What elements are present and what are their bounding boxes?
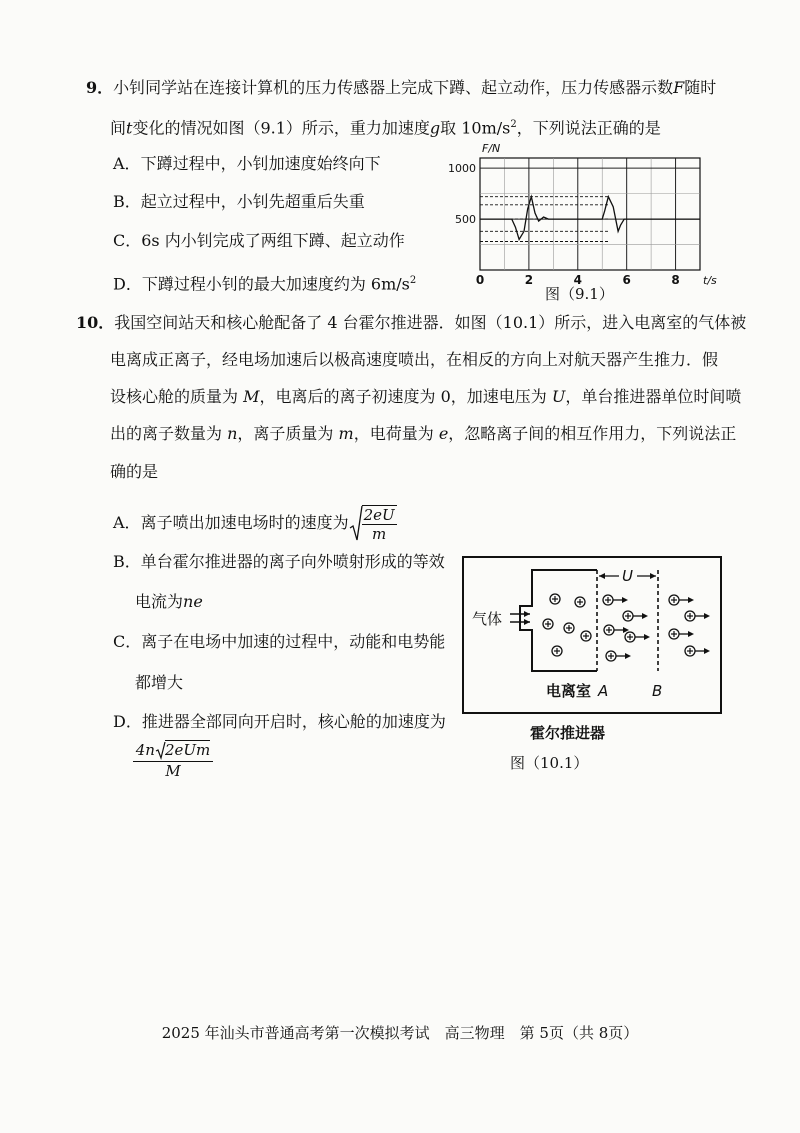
q10-option-d — [113, 711, 446, 733]
q10-line2: 电离成正离子，经电场加速后以极高速度喷出，在相反的方向上对航天器产生推力．假 — [110, 350, 719, 369]
chart-xtick-4: 4 — [573, 273, 582, 287]
q10-var-U: U — [551, 387, 566, 406]
q9-var-g: g — [429, 118, 441, 138]
q10-option-d-numerator — [133, 741, 213, 762]
q10-option-d-formula — [133, 741, 213, 780]
u-label: U — [622, 567, 633, 585]
q10-option-b-var: ne — [183, 592, 203, 611]
q10-option-c-text1: 离子在电场中加速的过程中，动能和电势能 — [141, 632, 446, 651]
ion-chamber-0 — [550, 594, 560, 604]
q10-l4b: ，离子质量为 — [237, 424, 334, 443]
q9-number: 9． — [86, 78, 114, 97]
q10-option-b-text2: 电流为 — [135, 592, 184, 611]
chamber-label: 电离室 — [546, 682, 592, 700]
q10-option-a-num: 2eU — [363, 505, 395, 524]
q10-option-b-key: B． — [113, 552, 141, 571]
ion-chamber-2 — [543, 619, 553, 629]
chart-ylabel: F/N — [482, 142, 501, 155]
chart-series-line-0 — [480, 197, 700, 240]
q10-l3a: 设核心舱的质量为 — [110, 387, 239, 406]
q9-option-b — [113, 191, 365, 213]
q10-l3c: ，单台推进器单位时间喷 — [565, 387, 742, 406]
q10-option-b — [113, 551, 445, 573]
q10-option-a-key: A． — [113, 513, 141, 532]
ion-exhaust-2 — [669, 629, 694, 639]
gas-arrowhead-2 — [524, 619, 530, 625]
q9-option-a-key: A． — [113, 154, 141, 173]
ion-accel-3 — [625, 632, 650, 642]
q9-option-b-text: 起立过程中，小钊先超重后失重 — [140, 192, 365, 211]
q9-s2c: 取 10m/s — [440, 118, 511, 138]
chart-ytick-1000: 1000 — [448, 162, 476, 176]
gas-label: 气体 — [472, 610, 503, 628]
ion-exhaust-0 — [669, 595, 694, 605]
q9-var-t: t — [126, 118, 133, 138]
q10-option-a-text: 离子喷出加速电场时的速度为 — [140, 513, 349, 532]
q10-l3b: ，电离后的离子初速度为 0，加速电压为 — [259, 387, 547, 406]
q10-line4 — [110, 423, 736, 445]
q9-sup: 2 — [510, 119, 517, 130]
q10-var-e: e — [438, 424, 449, 443]
ion-accel-4 — [606, 651, 631, 661]
ion-chamber-4 — [581, 631, 591, 641]
q10-option-d-num-rad: 2eUm — [164, 741, 211, 759]
figure-10-1-caption: 图（10.1） — [510, 754, 589, 772]
q10-option-c — [113, 631, 445, 653]
q9-option-c-key: C． — [113, 231, 142, 250]
ion-accel-0 — [603, 595, 628, 605]
thruster-frame — [463, 557, 721, 713]
u-arrow-left — [599, 573, 605, 579]
ion-exhaust-1 — [685, 611, 710, 621]
q9-option-c-text: 6s 内小钊完成了两组下蹲、起立动作 — [141, 231, 405, 250]
ion-chamber-5 — [552, 646, 562, 656]
ion-accel-1 — [623, 611, 648, 621]
q10-var-m: m — [338, 424, 354, 443]
figure-9-1-chart — [440, 140, 717, 287]
ion-group — [543, 594, 710, 661]
chart-xtick-8: 8 — [671, 273, 680, 287]
q9-option-a — [113, 153, 381, 175]
u-arrow-right — [650, 573, 656, 579]
q10-number: 10． — [76, 313, 115, 332]
chart-xtick-6: 6 — [622, 273, 631, 287]
ion-chamber-3 — [564, 623, 574, 633]
q9-s2a: 间 — [110, 118, 127, 138]
q9-option-d-sup: 2 — [409, 275, 417, 286]
gas-arrowhead-1 — [524, 611, 530, 617]
q10-option-b-text1: 单台霍尔推进器的离子向外喷射形成的等效 — [140, 552, 445, 571]
q9-stem-line1 — [86, 77, 716, 99]
q9-option-d-key: D． — [113, 274, 142, 294]
q9-option-a-text: 下蹲过程中，小钊加速度始终向下 — [140, 154, 381, 173]
chart-xtick-2: 2 — [524, 273, 534, 287]
q9-option-d — [113, 270, 416, 295]
q9-var-F: F — [673, 78, 685, 97]
q9-s2b: 变化的情况如图（9.1）所示，重力加速度 — [132, 118, 430, 138]
q10-option-d-text: 推进器全部同向开启时，核心舱的加速度为 — [141, 712, 446, 731]
q10-option-c-text2: 都增大 — [135, 673, 184, 692]
q10-option-b-cont — [135, 591, 203, 613]
figure-9-1-caption: 图（9.1） — [545, 285, 614, 303]
q10-l4c: ，电荷量为 — [353, 424, 434, 443]
q9-option-c — [113, 230, 405, 252]
page-footer: 2025 年汕头市普通高考第一次模拟考试 高三物理 第 5页（共 8页） — [161, 1024, 639, 1042]
figure-10-1-title: 霍尔推进器 — [530, 724, 606, 742]
q10-var-M: M — [243, 387, 260, 406]
q10-option-d-den: M — [165, 762, 181, 780]
q10-l4a: 出的离子数量为 — [110, 424, 223, 443]
chart-xlabel: t/s — [703, 274, 717, 287]
q10-line5: 确的是 — [110, 462, 159, 481]
label-b: B — [652, 682, 663, 700]
q10-option-a-formula — [349, 503, 397, 544]
q9-option-b-key: B． — [113, 192, 141, 211]
q9-stem-line2 — [110, 114, 661, 139]
q10-option-a — [113, 503, 397, 547]
q10-option-d-num-pre: 4n — [135, 741, 155, 759]
q10-option-a-den: m — [362, 524, 397, 543]
q10-line3 — [110, 386, 741, 408]
q9-option-d-text: 下蹲过程小钊的最大加速度约为 6m/s — [141, 274, 410, 294]
q10-line1-text: 我国空间站天和核心舱配备了 4 台霍尔推进器．如图（10.1）所示，进入电离室的气体被 — [114, 313, 747, 332]
q9-stem-text: 小钊同学站在连接计算机的压力传感器上完成下蹲、起立动作，压力传感器示数 — [113, 78, 674, 97]
q10-var-n: n — [227, 424, 238, 443]
chart-ytick-500: 500 — [455, 213, 476, 227]
q10-option-d-key: D． — [113, 712, 142, 731]
q10-line1 — [76, 312, 746, 334]
sqrt-sign-icon — [349, 504, 363, 544]
chart-xtick-0: 0 — [475, 273, 485, 287]
chart-frame — [480, 158, 700, 270]
ion-exhaust-3 — [685, 646, 710, 656]
q9-s2d: ，下列说法正确的是 — [516, 118, 661, 138]
q9-stem-end: 随时 — [684, 78, 717, 97]
q10-option-c-key: C． — [113, 632, 142, 651]
figure-10-1-diagram — [462, 556, 724, 716]
ion-chamber-1 — [575, 597, 585, 607]
label-a: A — [598, 682, 609, 700]
ion-accel-2 — [604, 625, 629, 635]
sqrt-sign-icon — [155, 741, 165, 759]
q10-l4d: ，忽略离子间的相互作用力，下列说法正 — [448, 424, 737, 443]
